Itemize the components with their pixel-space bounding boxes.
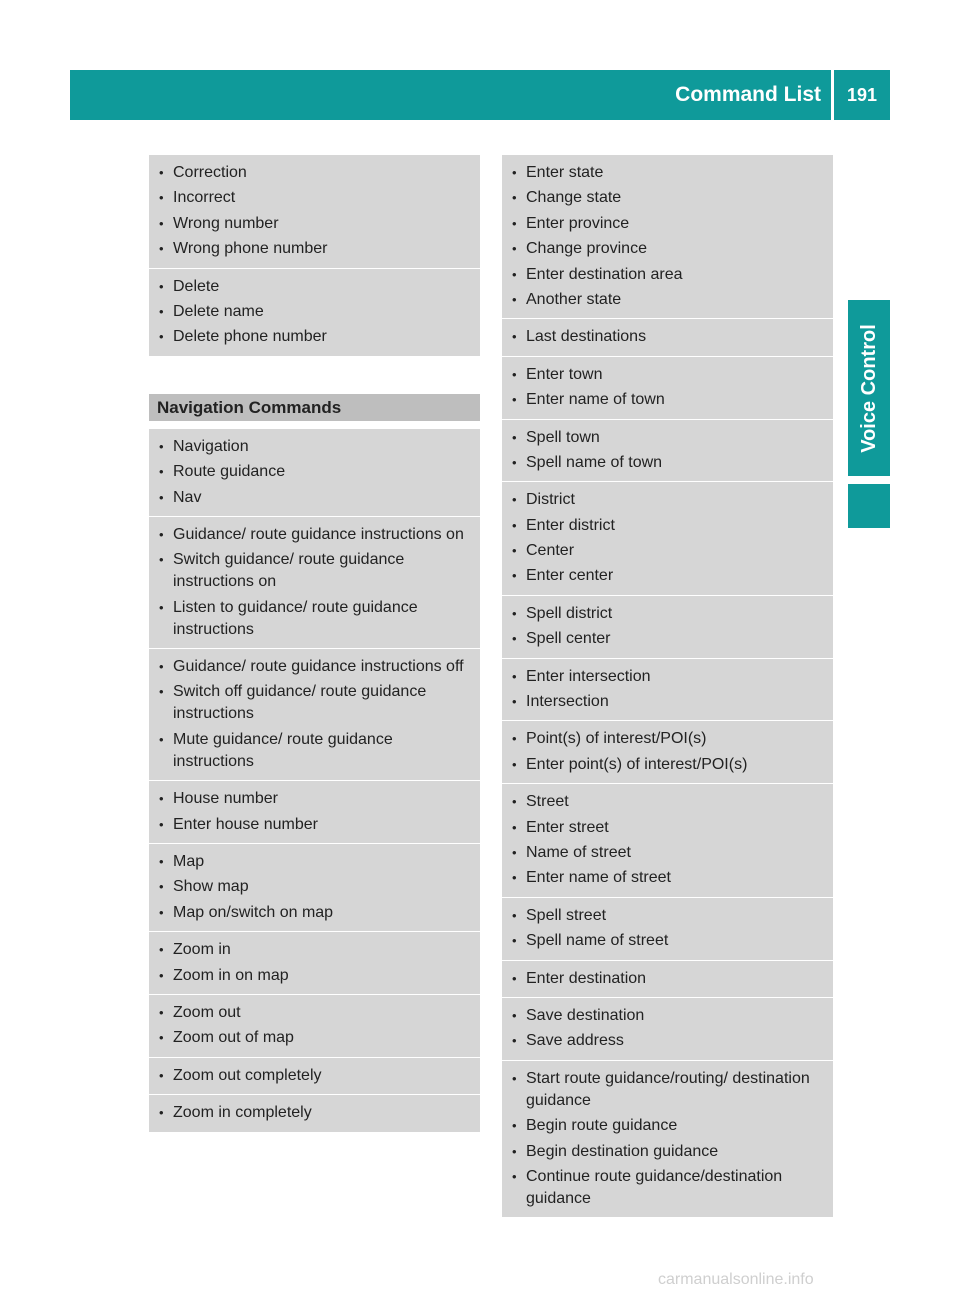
command-item: • Change state	[512, 187, 823, 209]
command-group	[149, 516, 480, 648]
section-tab	[848, 300, 890, 476]
command-item: • Enter province	[512, 213, 823, 235]
command-group	[149, 994, 480, 1057]
command-item: • Route guidance	[159, 461, 470, 483]
command-item: • Point(s) of interest/POI(s)	[512, 728, 823, 750]
command-item: • Center	[512, 540, 823, 562]
command-item: • Continue route guidance/destination guidance	[512, 1166, 823, 1210]
command-item: • Incorrect	[159, 187, 470, 209]
command-item: • Delete name	[159, 301, 470, 323]
command-item: • Enter district	[512, 515, 823, 537]
command-item: • Last destinations	[512, 326, 823, 348]
page-number: 191	[846, 84, 878, 105]
command-item: • Switch off guidance/ route guidance instructions	[159, 681, 470, 725]
command-item: • Start route guidance/routing/ destination guidance	[512, 1068, 823, 1112]
command-item: • Begin route guidance	[512, 1115, 823, 1137]
command-item: • Mute guidance/ route guidance instructions	[159, 729, 470, 773]
command-group	[149, 780, 480, 843]
command-item: • Show map	[159, 876, 470, 898]
command-item: • Spell name of street	[512, 930, 823, 952]
command-item: • Street	[512, 791, 823, 813]
command-group	[502, 356, 833, 419]
command-item: • Spell name of town	[512, 452, 823, 474]
command-item: • Wrong phone number	[159, 238, 470, 260]
command-item: • Map	[159, 851, 470, 873]
command-group	[149, 843, 480, 931]
right-column	[502, 155, 833, 1217]
command-item: • Zoom out	[159, 1002, 470, 1024]
command-item: • Intersection	[512, 691, 823, 713]
command-item: • Save address	[512, 1030, 823, 1052]
command-group	[502, 481, 833, 595]
command-item: • Spell center	[512, 628, 823, 650]
command-item: • Save destination	[512, 1005, 823, 1027]
command-group	[502, 155, 833, 318]
command-item: • Enter center	[512, 565, 823, 587]
command-group	[149, 648, 480, 780]
command-item: • Spell district	[512, 603, 823, 625]
section-label: Voice Control	[857, 323, 880, 453]
command-item: • Name of street	[512, 842, 823, 864]
command-item: • Switch guidance/ route guidance instructions on	[159, 549, 470, 593]
command-group	[149, 155, 480, 268]
command-group	[149, 931, 480, 994]
section-heading: Navigation Commands	[149, 394, 480, 421]
command-group	[149, 1094, 480, 1131]
page-header	[70, 70, 890, 120]
section-marker	[848, 484, 890, 528]
command-group	[502, 658, 833, 721]
command-item: • House number	[159, 788, 470, 810]
command-item: • Correction	[159, 162, 470, 184]
command-item: • Delete	[159, 276, 470, 298]
command-item: • Guidance/ route guidance instructions off	[159, 656, 470, 678]
command-item: • Enter town	[512, 364, 823, 386]
watermark: carmanualsonline.info	[658, 1271, 814, 1288]
command-item: • Zoom in	[159, 939, 470, 961]
command-item: • Change province	[512, 238, 823, 260]
command-item: • Guidance/ route guidance instructions on	[159, 524, 470, 546]
command-item: • Nav	[159, 487, 470, 509]
command-item: • Spell street	[512, 905, 823, 927]
command-group	[502, 783, 833, 897]
command-item: • Zoom in completely	[159, 1102, 470, 1124]
left-column	[149, 155, 480, 1132]
command-item: • Delete phone number	[159, 326, 470, 348]
command-group	[149, 429, 480, 516]
command-group	[149, 1057, 480, 1094]
command-group	[502, 1060, 833, 1218]
command-item: • Zoom in on map	[159, 965, 470, 987]
command-group	[502, 897, 833, 960]
command-group	[149, 268, 480, 356]
command-item: • Enter point(s) of interest/POI(s)	[512, 754, 823, 776]
command-group	[502, 960, 833, 997]
command-group	[502, 997, 833, 1060]
command-item: • Enter destination	[512, 968, 823, 990]
command-group	[502, 720, 833, 783]
voice-correction-table	[149, 155, 480, 356]
command-item: • Spell town	[512, 427, 823, 449]
command-item: • Navigation	[159, 436, 470, 458]
command-group	[502, 318, 833, 355]
command-item: • Another state	[512, 289, 823, 311]
navigation-commands-table	[149, 429, 480, 1132]
command-item: • Enter house number	[159, 814, 470, 836]
command-item: • Wrong number	[159, 213, 470, 235]
command-item: • Enter name of street	[512, 867, 823, 889]
command-item: • Enter name of town	[512, 389, 823, 411]
command-item: • Enter destination area	[512, 264, 823, 286]
command-item: • Enter intersection	[512, 666, 823, 688]
command-item: • Enter state	[512, 162, 823, 184]
command-item: • Begin destination guidance	[512, 1141, 823, 1163]
command-item: • Zoom out of map	[159, 1027, 470, 1049]
command-group	[502, 595, 833, 658]
command-item: • District	[512, 489, 823, 511]
command-item: • Listen to guidance/ route guidance instructions	[159, 597, 470, 641]
command-item: • Zoom out completely	[159, 1065, 470, 1087]
command-group	[502, 419, 833, 482]
command-item: • Map on/switch on map	[159, 902, 470, 924]
command-item: • Enter street	[512, 817, 823, 839]
page-title: Command List	[675, 83, 821, 106]
